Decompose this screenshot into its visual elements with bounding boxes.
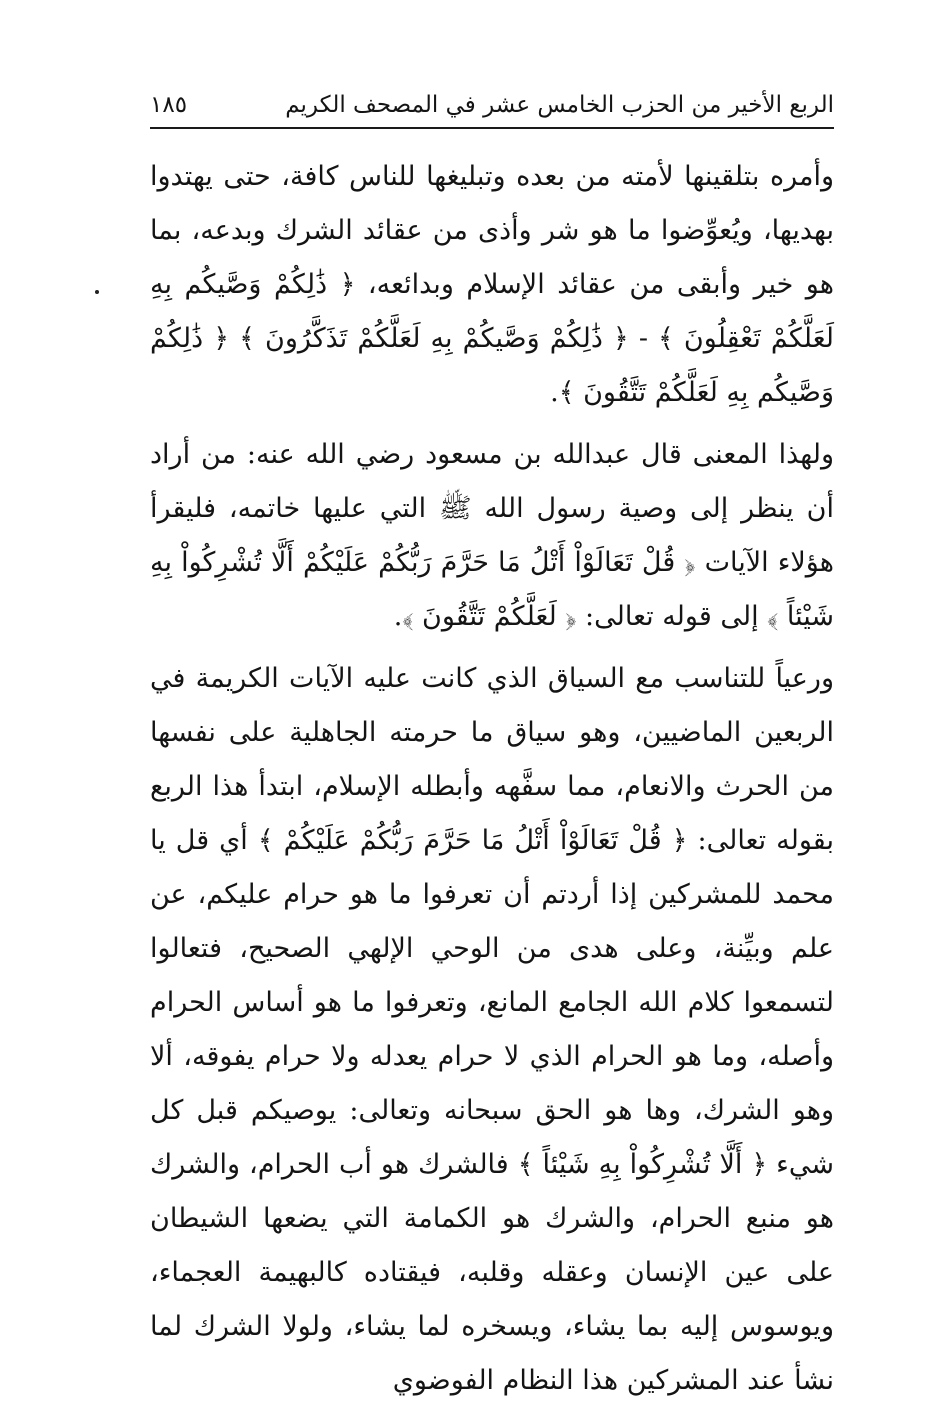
scan-speck [95,290,99,294]
paragraph-1: وأمره بتلقينها لأمته من بعده وتبليغها للناس كافة، حتى يهتدوا بهديها، ويُعوِّضوا ما هو شر وأذى من عقائد الشرك وبدعه، بما هو خير وأبقى من عقائد الإسلام وبدائعه، ﴿ ذَٰلِكُمْ وَصَّيكُم بِهِ لَعَلَّكُمْ تَعْقِلُونَ ﴾ - ﴿ ذَٰلِكُمْ وَصَّيكُمْ بِهِ لَعَلَّكُمْ تَذَكَّرُونَ ﴾ ﴿ ذَٰلِكُمْ وَصَّيكُم بِهِ لَعَلَّكُمْ تَتَّقُونَ ﴾. [150,161,834,408]
header-divider [150,127,834,129]
running-header-title: الربع الأخير من الحزب الخامس عشر في المصحف الكريم [285,92,834,118]
running-header [150,86,834,124]
paragraph-3: ورعياً للتناسب مع السياق الذي كانت عليه الآيات الكريمة في الربعين الماضيين، وهو سياق ما حرمته الجاهلية على نفسها من الحرث والانعام، مما سفَّهه وأبطله الإسلام، ابتدأ هذا الربع بقوله تعالى: ﴿ قُلْ تَعَالَوْاْ أَتْلُ مَا حَرَّمَ رَبُّكُمْ عَلَيْكُمْ ﴾ أي قل يا محمد للمشركين إذا أردتم أن تعرفوا ما هو حرام عليكم، عن علم وبيِّنة، وعلى هدى من الوحي الإلهي الصحيح، فتعالوا لتسمعوا كلام الله الجامع المانع، وتعرفوا ما هو أساس الحرام وأصله، وما هو الحرام الذي لا حرام يعدله ولا حرام يفوقه، ألا وهو الشرك، وها هو الحق سبحانه وتعالى: يوصيكم قبل كل شيء ﴿ أَلَّا تُشْرِكُواْ بِهِ شَيْئاً ﴾ فالشرك هو أب الحرام، والشرك هو منبع الحرام، والشرك هو الكمامة التي يضعها الشيطان على عين الإنسان وعقله وقلبه، فيقتاده كالبهيمة العجماء، ويوسوس إليه بما يشاء، ويسخره لما يشاء، ولولا الشرك لما نشأ عند المشركين هذا النظام الفوضوي [150,663,834,1396]
page-number: ١٨٥ [150,92,188,118]
body-text [150,150,834,1408]
paragraph-2: ولهذا المعنى قال عبدالله بن مسعود رضي الله عنه: من أراد أن ينظر إلى وصية رسول الله ﷺ التي عليها خاتمه، فليقرأ هؤلاء الآيات ﴿ قُلْ تَعَالَوْاْ أَتْلُ مَا حَرَّمَ رَبُّكُمْ عَلَيْكُمْ أَلَّا تُشْرِكُواْ بِهِ شَيْئاً ﴾ إلى قوله تعالى: ﴿ لَعَلَّكُمْ تَتَّقُونَ ﴾. [150,439,834,632]
